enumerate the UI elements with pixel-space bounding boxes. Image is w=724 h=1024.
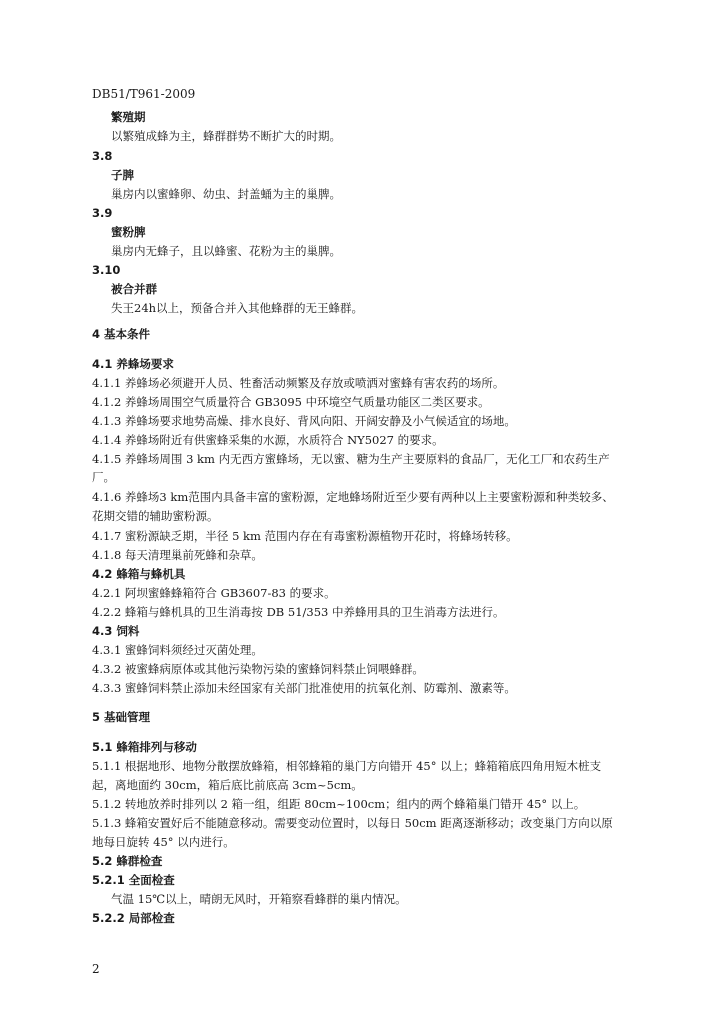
clause-text-continued: 花期交错的辅助蜜粉源。 [92, 509, 219, 523]
clause-text: 5.1.2 转地放养时排列以 2 箱一组，组距 80cm~100cm；组内的两个蜂箱巢门错开 45° 以上。 [92, 797, 586, 811]
term-fanzhiqi: 繁殖期 [111, 110, 146, 124]
subsection-heading-4-1: 4.1 养蜂场要求 [92, 357, 174, 371]
term-mifenpi: 蜜粉脾 [111, 225, 146, 239]
clause-text: 4.2.1 阿坝蜜蜂蜂箱符合 GB3607-83 的要求。 [92, 586, 336, 600]
clause-number: 3.10 [92, 263, 121, 277]
clause-text: 4.3.3 蜜蜂饲料禁止添加未经国家有关部门批准使用的抗氧化剂、防霉剂、激素等。 [92, 681, 516, 695]
clause-text: 4.1.1 养蜂场必须避开人员、牲畜活动频繁及存放或喷洒对蜜蜂有害农药的场所。 [92, 376, 505, 390]
clause-text: 5.1.3 蜂箱安置好后不能随意移动。需要变动位置时，以每日 50cm 距离逐渐移动；改变巢门方向以原 [92, 816, 613, 830]
clause-text: 4.1.4 养蜂场附近有供蜜蜂采集的水源，水质符合 NY5027 的要求。 [92, 433, 444, 447]
page-number: 2 [92, 962, 100, 976]
clause-text: 5.1.1 根据地形、地物分散摆放蜂箱，相邻蜂箱的巢门方向错开 45° 以上；蜂箱箱底四角用短木桩支 [92, 759, 602, 773]
subsection-heading-5-2: 5.2 蜂群检查 [92, 854, 163, 868]
clause-text: 4.1.7 蜜粉源缺乏期，半径 5 km 范围内存在有毒蜜粉源植物开花时，将蜂场转移。 [92, 529, 518, 543]
clause-number: 3.8 [92, 149, 113, 163]
subsection-heading-4-3: 4.3 饲料 [92, 624, 140, 638]
clause-text: 4.1.2 养蜂场周围空气质量符合 GB3095 中环境空气质量功能区二类区要求。 [92, 395, 490, 409]
clause-text: 4.1.3 养蜂场要求地势高燥、排水良好、背风向阳、开阔安静及小气候适宜的场地。 [92, 414, 516, 428]
clause-number: 3.9 [92, 206, 113, 220]
clause-text: 气温 15℃以上，晴朗无风时，开箱察看蜂群的巢内情况。 [111, 892, 407, 906]
clause-text: 4.2.2 蜂箱与蜂机具的卫生消毒按 DB 51/353 中养蜂用具的卫生消毒方法进行。 [92, 605, 505, 619]
clause-text: 4.1.8 每天清理巢前死蜂和杂草。 [92, 548, 263, 562]
clause-text-continued: 起，离地面约 30cm，箱后底比前底高 3cm~5cm。 [92, 778, 363, 792]
clause-text-continued: 地每日旋转 45° 以内进行。 [92, 835, 235, 849]
definition-text: 巢房内无蜂子，且以蜂蜜、花粉为主的巢脾。 [111, 244, 341, 258]
definition-text: 巢房内以蜜蜂卵、幼虫、封盖蛹为主的巢脾。 [111, 187, 341, 201]
definition-text: 以繁殖成蜂为主，蜂群群势不断扩大的时期。 [111, 129, 341, 143]
subsubsection-heading-5-2-1: 5.2.1 全面检查 [92, 873, 175, 887]
clause-text-continued: 厂。 [92, 470, 115, 484]
clause-text: 4.3.2 被蜜蜂病原体或其他污染物污染的蜜蜂饲料禁止饲喂蜂群。 [92, 662, 424, 676]
clause-text: 4.1.6 养蜂场3 km范围内具备丰富的蜜粉源，定地蜂场附近至少要有两种以上主要蜜粉源和种类较多、 [92, 490, 614, 504]
subsection-heading-5-1: 5.1 蜂箱排列与移动 [92, 740, 197, 754]
document-code-header: DB51/T961-2009 [92, 87, 196, 101]
subsection-heading-4-2: 4.2 蜂箱与蜂机具 [92, 567, 186, 581]
subsubsection-heading-5-2-2: 5.2.2 局部检查 [92, 911, 175, 925]
definition-text: 失王24h以上，预备合并入其他蜂群的无王蜂群。 [111, 301, 364, 315]
clause-text: 4.1.5 养蜂场周围 3 km 内无西方蜜蜂场，无以蜜、糖为生产主要原料的食品厂，无化工厂和农药生产 [92, 452, 610, 466]
term-beihebingqun: 被合并群 [111, 282, 157, 296]
section-heading-4: 4 基本条件 [92, 327, 151, 341]
clause-text: 4.3.1 蜜蜂饲料须经过灭菌处理。 [92, 643, 263, 657]
section-heading-5: 5 基础管理 [92, 710, 151, 724]
term-zipi: 子脾 [111, 168, 134, 182]
